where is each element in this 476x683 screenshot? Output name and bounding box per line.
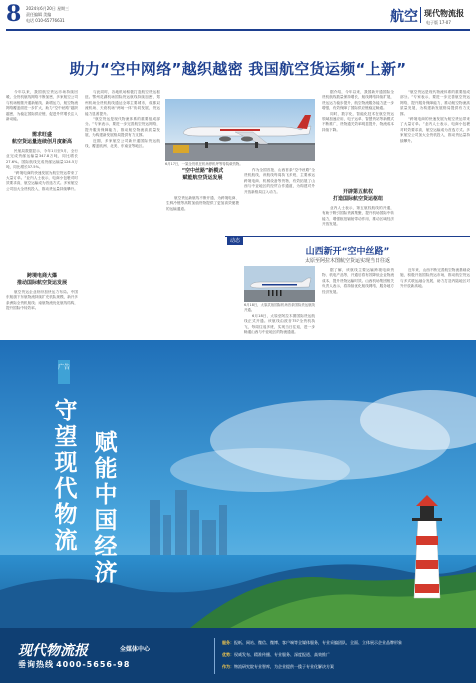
paragraph: “航空货运是现代物流体系的重要组成部分。”专家表示，要进一步完善航空货运网络，提升服务保障能力，推动航空物流高质量发展，为构建新发展格局提供有力支撑。 bbox=[400, 90, 470, 116]
ad-hotline bbox=[18, 659, 130, 670]
issue-phone: 电话 010-65776631 bbox=[26, 18, 65, 23]
header-rule bbox=[6, 29, 470, 31]
issue-date: 2024年6月20日 星期三 bbox=[26, 6, 70, 11]
hotline-label: 垂询热线 bbox=[18, 660, 54, 669]
paragraph: 近年来，山西不断完善航空物流基础设施，积极开拓国际货运市场，推动航空货运与多式联运融合发展，助力打造内陆地区对外开放新高地。 bbox=[400, 268, 470, 289]
page-header bbox=[0, 0, 476, 32]
box-title: “空中丝路”新模式 bbox=[181, 168, 224, 174]
header-divider bbox=[420, 7, 421, 23]
paragraph: 同时，数字化、智能化技术在航空货运领域加速应用，电子运单、智慧货站等新模式不断推广，货物通关效率明显提升，物流成本持续下降。 bbox=[322, 111, 394, 132]
ad-line-label: 优势： bbox=[222, 652, 234, 657]
ad-logo: 现代物流报 bbox=[18, 643, 88, 659]
ad-line-label: 作为： bbox=[222, 664, 234, 669]
ad-line-text: 物流研究院专业智库，为企业提供一揽子专业化解决方案 bbox=[234, 664, 334, 669]
cargo-plane-photo bbox=[165, 99, 315, 161]
ad-slogan-right: 赋能中国经济 bbox=[94, 430, 118, 586]
section2-title: 山西新开“空中丝路” bbox=[305, 247, 390, 257]
paragraph: 据介绍，今年以来，我国新开通国际全货机航线数量保持增长，航线网络持续扩展，货运运力稳步提升，航空物流服务能力进一步增强，有效保障了国际供应链稳定畅通。 bbox=[322, 90, 394, 111]
section-title: 航空 bbox=[390, 9, 418, 25]
paragraph: 民航局数据显示，今年1月至5月，全行业完成货邮运输量347.8万吨，同比增长27.6%。国际航线完成货邮运输量124.5万吨，同比增长37.5%。 bbox=[6, 149, 78, 170]
ad-divider bbox=[214, 638, 215, 674]
band-label: 动态 bbox=[227, 237, 243, 245]
paragraph: 与此同时，各地机场积极打造航空货运枢纽。鄂州花湖机场国际货运航线持续加密，郑州机场全货机航线通达全球主要城市，成都双流机场、天府机场“两场一体”协同发展，货运能力显著提升。 bbox=[85, 90, 160, 116]
subhead-2: 跨境电商大爆 bbox=[26, 273, 57, 279]
article-col3-bottom bbox=[322, 206, 394, 234]
paragraph: “航空货运是现代物流体系的重要组成部分。”专家表示，要进一步完善航空货运网络，提升服务保障能力，推动航空物流高质量发展，为构建新发展格局提供有力支撑。 bbox=[85, 117, 160, 138]
ad-line-label: 服务： bbox=[222, 640, 234, 645]
paragraph: 航空货运企业纷纷加快运力布局。中国东航旗下东航物流持续扩充机队规模，新开多条洲际全货机航线；南航物流优化航线结构，提升国际中转效率。 bbox=[6, 290, 78, 311]
article-col5 bbox=[400, 90, 470, 234]
issue-editor: 责任编辑 美编 bbox=[26, 12, 52, 17]
ad-logo-sub: 全媒体中心 bbox=[120, 646, 151, 653]
photo2-caption: 6月18日，太原武宿国际机场首条国际货运航线开通。 bbox=[244, 303, 315, 312]
section2-text-left bbox=[244, 314, 315, 336]
ad-tag: 广告 bbox=[58, 360, 70, 384]
news-band bbox=[225, 236, 470, 245]
article-col4 bbox=[244, 168, 315, 234]
subhead-3b: 打造国际航空货运枢纽 bbox=[332, 196, 383, 202]
paragraph: 业内人士表示，第五航权航线的开通，有助于吸引国际货源集聚，提升机场国际中转能力，增强枢纽辐射带动作用，推动区域经济开放发展。 bbox=[322, 206, 394, 227]
article-col1-mid bbox=[6, 149, 78, 272]
page-number: 8 bbox=[6, 1, 22, 27]
paragraph: 近期，多家航空公司新开通国际货运航线，覆盖欧洲、北美、东南亚等地区。 bbox=[85, 138, 160, 149]
section2-text-right bbox=[400, 268, 470, 336]
ad-advantage-line bbox=[222, 652, 330, 658]
box-subtitle: 赋能航空货运发展 bbox=[182, 175, 223, 181]
paragraph: “跨境电商的快速发展为航空货运带来了大量订单。”业内人士表示，电商小包裹对时效要求高，航空运输成为首选方式。多家航空公司加大全货机投入，推动货运量持续攀升。 bbox=[6, 170, 78, 191]
box-body bbox=[166, 196, 239, 236]
ad-role-line bbox=[222, 664, 334, 670]
article-col2 bbox=[85, 90, 160, 335]
paragraph: 今年以来，我国航空货运市场持续回暖，全货机航线网络不断加密，多家航空公司与机场相继开通新航线、新增运力，航空物流网络覆盖面进一步扩大，助力“空中丝路”越织越密，为稳定国际供应链、促进外贸增长注入新动能。 bbox=[6, 90, 78, 122]
paragraph: 航空货运新航线不断开通，为跨境电商、生鲜冷链等高附加值货物提供了更加高效便捷的运输通道。 bbox=[166, 196, 239, 211]
article-col1-top bbox=[6, 90, 78, 130]
paper-logo: 现代物流报 bbox=[424, 8, 464, 18]
subhead-1b: 航空货运量连续创月度新高 bbox=[11, 139, 72, 145]
paragraph: 6月18日，太原至阿拉木图国际货运航线正式开通。该航线由波音757全货机执飞，每周往返多班，实现当日往返，进一步畅通山西与中亚地区的物流通道。 bbox=[244, 314, 315, 335]
paragraph: “跨境电商的快速发展为航空货运带来了大量订单。”业内人士表示，电商小包裹对时效要求高，航空运输成为首选方式。多家航空公司加大全货机投入，推动货运量持续攀升。 bbox=[400, 117, 470, 143]
ad-service-line bbox=[222, 640, 402, 646]
article-col3-top bbox=[322, 90, 394, 190]
edition-label: 电子版 17-07 bbox=[426, 20, 451, 25]
hotline-number: 4000-5656-98 bbox=[56, 660, 131, 669]
section2-text-mid bbox=[322, 268, 394, 336]
photo1-caption: 6月17日，一架全货机在机场停机坪等待装载货物。 bbox=[165, 162, 243, 166]
paragraph: 作为全国首批、山西首条“空中丝路”全货机航线，该航线每周执飞多班，主要承运跨境电商、机械设备等货物，有效拓展了山西与中亚地区的经贸合作通道，为构建对外开放新格局注入动力。 bbox=[244, 168, 315, 194]
ad-slogan-left: 守望现代物流 bbox=[54, 398, 78, 554]
subhead-3: 开辟第五航权 bbox=[342, 189, 373, 195]
subhead-2b: 推动国际航空货运发展 bbox=[16, 280, 67, 286]
airplane-image-2 bbox=[244, 266, 315, 302]
ad-line-text: 权威发布、精准传播、专业服务、深度报道、高效推广 bbox=[234, 652, 330, 657]
main-headline: 助力“空中网络”越织越密 我国航空货运频“上新” bbox=[69, 60, 407, 78]
airplane-image bbox=[165, 99, 315, 161]
shanxi-plane-photo bbox=[244, 266, 315, 302]
article-col1-bottom bbox=[6, 290, 78, 335]
paragraph: 据了解，该航线主要运输跨境电商货物、机电产品等，开通后将有效降低企业物流成本，提升货物运输时效。山西机场集团相关负责人表示，将持续优化航线网络，服务地方经济发展。 bbox=[322, 268, 394, 294]
ad-line-text: 报纸、网站、微信、微博、客户端等全媒体服务，专业采编团队，全面、立体展示企业品牌形象 bbox=[234, 640, 402, 645]
subhead-1: 需求旺盛 bbox=[31, 132, 52, 138]
sidebar-box bbox=[166, 168, 239, 196]
issue-meta bbox=[26, 6, 69, 24]
section2-subtitle: 太原至阿拉木图航空货运实现当日往返 bbox=[304, 258, 390, 264]
